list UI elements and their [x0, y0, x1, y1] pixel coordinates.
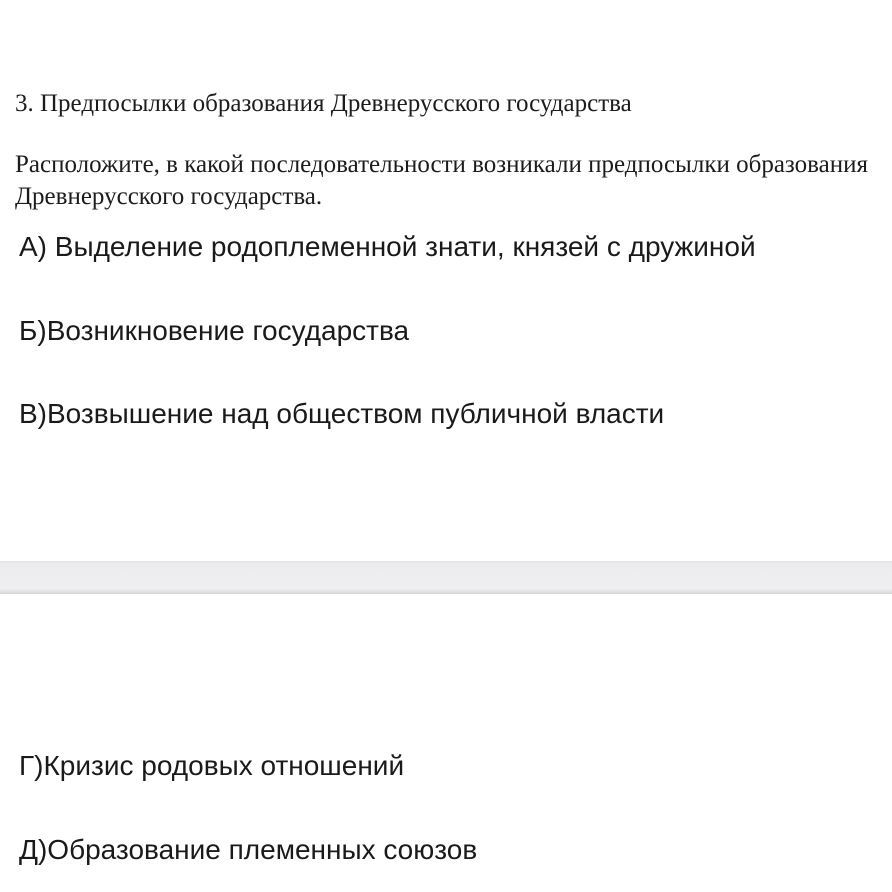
page-divider	[0, 561, 892, 594]
option-e: Д)Образование племенных союзов	[19, 834, 478, 865]
option-c: В)Возвышение над обществом публичной власти	[19, 398, 665, 429]
option-a: А) Выделение родоплеменной знати, князей с дружиной	[19, 231, 756, 262]
question-instruction: Расположите, в какой последовательности возникали предпосылки образования Древнерусского государства.	[15, 151, 868, 210]
option-b: Б)Возникновение государства	[19, 315, 410, 346]
question-title: 3. Предпосылки образования Древнерусского государства	[15, 90, 632, 117]
option-d: Г)Кризис родовых отношений	[19, 750, 405, 781]
